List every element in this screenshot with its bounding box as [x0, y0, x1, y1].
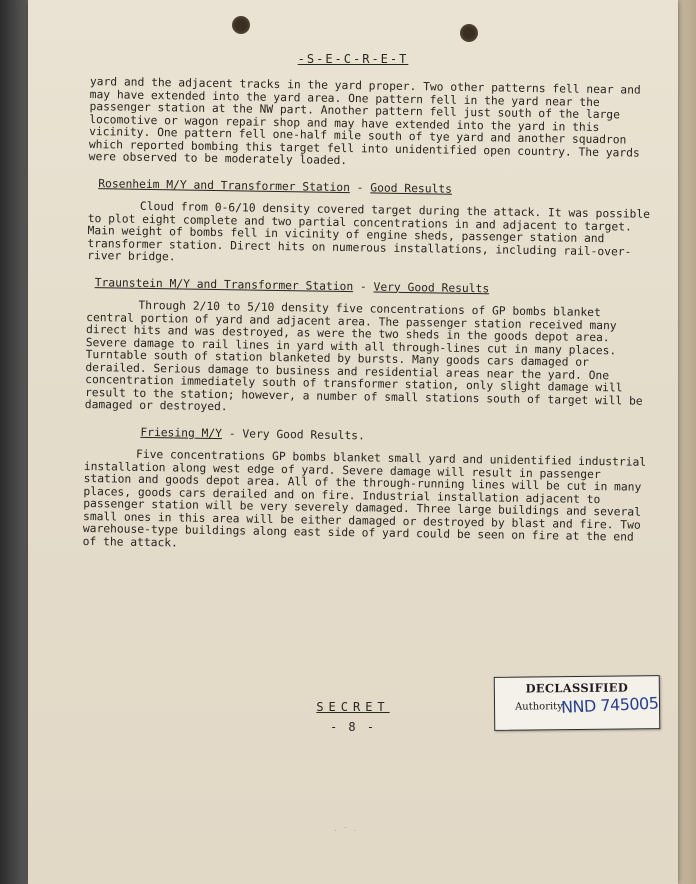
traunstein-heading-title: Traunstein M/Y and Transformer Station: [94, 275, 354, 293]
rosenheim-heading-title: Rosenheim M/Y and Transformer Station: [98, 176, 351, 194]
footer-classification: SECRET: [316, 700, 390, 714]
faint-bleed-mark: · ˜ ·: [333, 826, 358, 835]
friesing-heading-result: Very Good Results.: [242, 426, 365, 442]
stamp-title: DECLASSIFIED: [525, 680, 629, 696]
friesing-paragraph: Five concentrations GP bombs blanket small yard and unidentified industrial installation along west edge of yard. Severe damage will result in passenger station and goods depot area. All of the through-running lines will be cut in many places, goods cars derailed and on fire. Industrial installation adjacent to passenger station will be very severely damaged. Three large buildings and several small ones in this area will be either damaged or destroyed by blast and fire. Two warehouse-type buildings along east side of yard could be seen on fire at the end of the attack.: [82, 447, 654, 549]
rosenheim-heading: [98, 178, 654, 199]
document-page: [28, 0, 678, 884]
intro-paragraph: yard and the adjacent tracks in the yard proper. Two other patterns fell near and may have extended into the yard area. One pattern fell in the yard near the passenger station at the NW part. Another pattern fell just south of the large locomotive or wagon repair shop and may have extended into the yard in this vicinity. One pattern fell one-half mile south of tye yard and another squadron which reported bombing this target fell into unidentified open country. The yards were observed to be moderately loaded.: [88, 75, 648, 168]
rosenheim-heading-result: Good Results: [370, 180, 453, 196]
background-right: [676, 0, 696, 884]
stamp-authority-number: NND 745005: [560, 693, 659, 717]
friesing-heading-title: Friesing M/Y: [140, 425, 223, 440]
page-number: - 8 -: [329, 720, 377, 734]
friesing-heading: [140, 426, 650, 447]
traunstein-heading: [95, 277, 653, 298]
document-body: [83, 76, 656, 557]
header-classification: [28, 52, 678, 66]
stamp-authority-label: Authority: [514, 701, 563, 713]
heading-separator: -: [349, 180, 371, 194]
rosenheim-paragraph: Cloud from 0-6/10 density covered target during the attack. It was possible to plot eight complete and two partial concentrations in and adjacent to target. Main weight of bombs fell in vicinity of engine sheds, passenger station and transformer station. Direct hits on numerous installations, including rail-over-river bridge.: [87, 199, 657, 264]
heading-separator: -: [221, 426, 243, 440]
punch-hole-right: [460, 24, 478, 42]
traunstein-heading-result: Very Good Results: [373, 279, 490, 295]
punch-hole-left: [232, 16, 250, 34]
declassified-stamp: [494, 675, 661, 731]
header-classification-text: -S-E-C-R-E-T: [297, 52, 409, 66]
traunstein-paragraph: Through 2/10 to 5/10 density five concentrations of GP bombs blanket central portion of yard and adjacent area. The passenger station received many direct hits and was destroyed, as were the two sheds in the goods depot area. Severe damage to rail lines in yard with all through-lines cut in many places. Turntable south of station blanketed by bursts. Many goods cars damaged or derailed. Serious damage to business and residential areas near the yard. One concentration immediately south of transformer station, only slight damage will result to the station; however, a number of small stations south of target will be damaged or destroyed.: [84, 298, 650, 414]
heading-separator: -: [353, 279, 374, 293]
